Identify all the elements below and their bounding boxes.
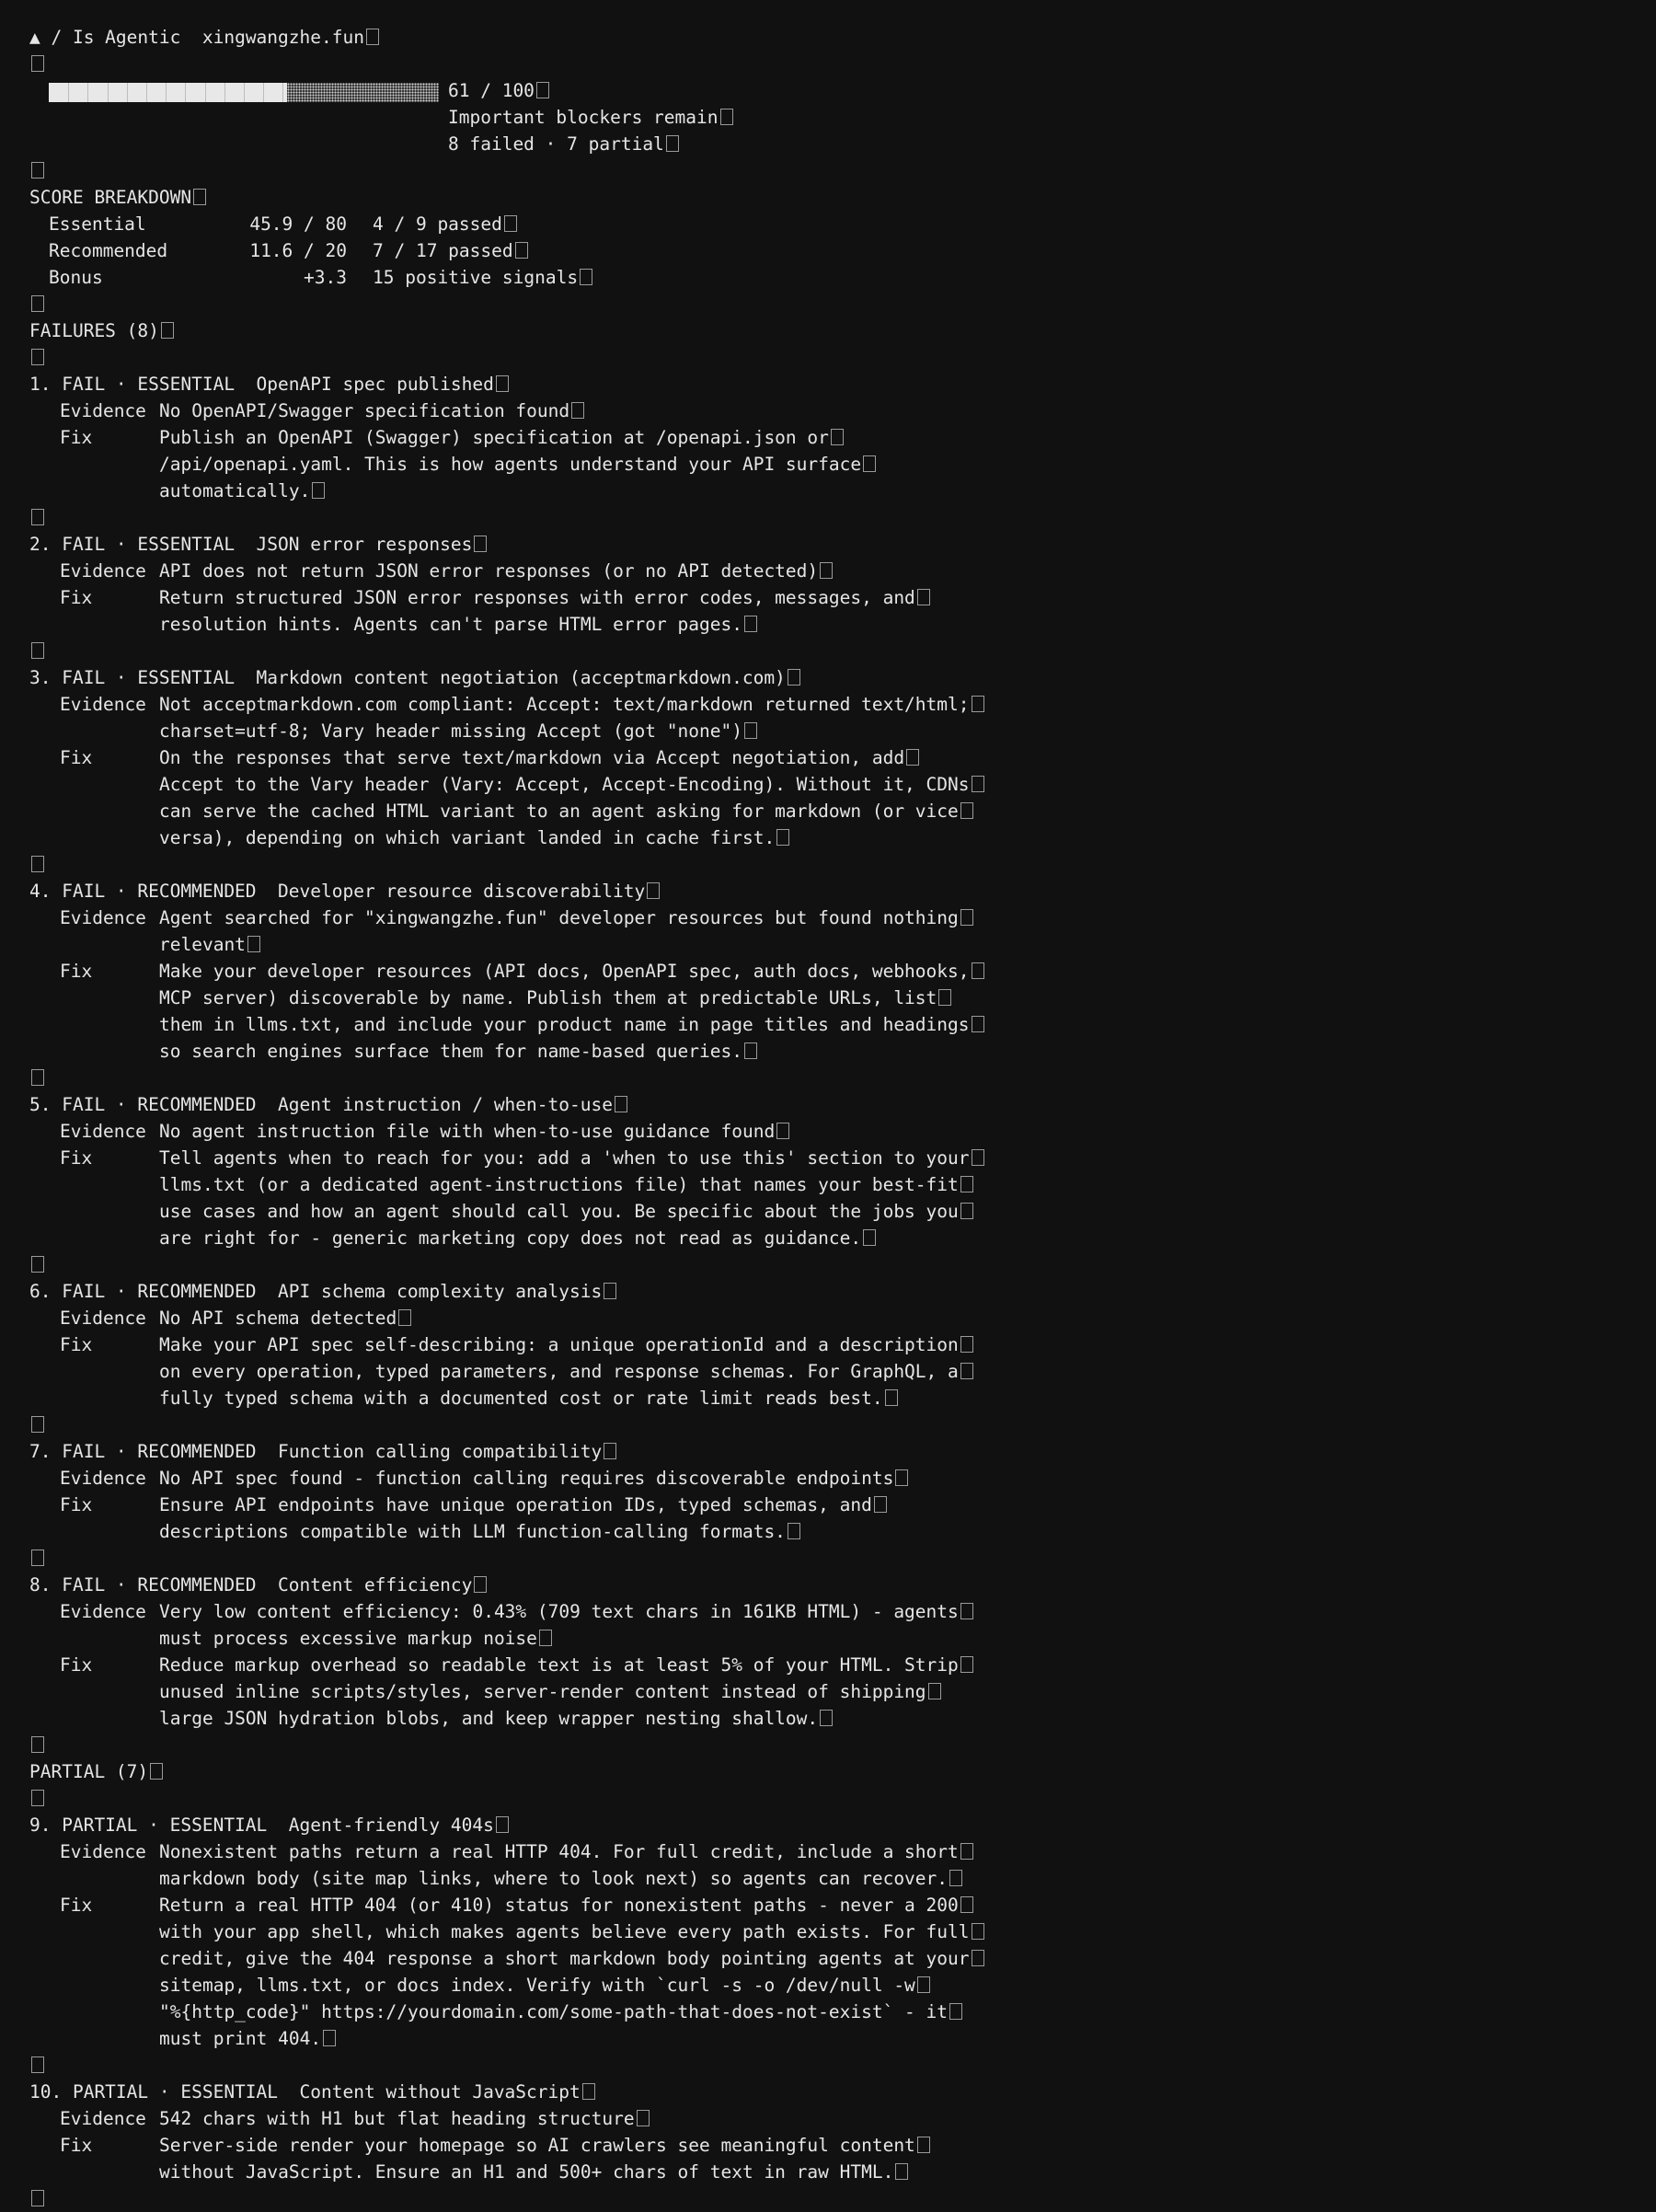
item-heading: 2. FAIL · ESSENTIAL JSON error responses bbox=[29, 534, 473, 555]
fix-line bbox=[29, 1892, 1630, 1918]
evidence-line bbox=[29, 397, 1630, 424]
glyph-box-icon bbox=[885, 1389, 898, 1407]
glyph-box-icon bbox=[31, 55, 44, 73]
item-heading-line bbox=[29, 371, 1630, 397]
glyph-box-icon bbox=[744, 616, 757, 633]
bar-segment-divider bbox=[185, 83, 186, 102]
item-heading: 1. FAIL · ESSENTIAL OpenAPI spec published bbox=[29, 374, 494, 395]
failures-title: FAILURES (8) bbox=[29, 320, 159, 341]
glyph-box-icon bbox=[820, 562, 833, 580]
glyph-box-icon bbox=[247, 936, 260, 953]
glyph-box-icon bbox=[776, 829, 789, 847]
glyph-box-icon bbox=[917, 2137, 930, 2154]
fix-text: automatically. bbox=[159, 478, 325, 504]
glyph-box-icon bbox=[972, 696, 984, 713]
fix-line bbox=[29, 1652, 1630, 1678]
fix-text: sitemap, llms.txt, or docs index. Verify with `curl -s -o /dev/null -w bbox=[159, 1972, 930, 1999]
glyph-box-icon bbox=[150, 1763, 163, 1780]
glyph-box-icon bbox=[960, 1336, 973, 1354]
fix-line bbox=[29, 1705, 1630, 1732]
glyph-box-icon bbox=[398, 1309, 411, 1327]
score-summary: 8 failed · 7 partial bbox=[448, 133, 664, 155]
score-status: Important blockers remain bbox=[448, 107, 719, 128]
glyph-box-icon bbox=[31, 2056, 44, 2074]
glyph-box-icon bbox=[647, 882, 660, 900]
item-heading-line bbox=[29, 2079, 1630, 2105]
fix-label: Fix bbox=[60, 1895, 93, 1916]
score-value: 61 / 100 bbox=[448, 80, 535, 101]
evidence-text: API does not return JSON error responses (or no API detected) bbox=[159, 558, 833, 584]
bar-segment-divider bbox=[87, 83, 88, 102]
fix-line bbox=[29, 1198, 1630, 1225]
bar-segment-divider bbox=[263, 83, 264, 102]
glyph-box-icon bbox=[744, 722, 757, 740]
glyph-box-icon bbox=[312, 482, 325, 500]
glyph-box-icon bbox=[474, 1576, 487, 1594]
fix-text: resolution hints. Agents can't parse HTML error pages. bbox=[159, 611, 757, 638]
item-heading-line bbox=[29, 1572, 1630, 1598]
item-heading-line bbox=[29, 1278, 1630, 1305]
item-heading: 8. FAIL · RECOMMENDED Content efficiency bbox=[29, 1574, 473, 1596]
glyph-box-icon bbox=[31, 349, 44, 366]
evidence-line bbox=[29, 1465, 1630, 1492]
evidence-label: Evidence bbox=[60, 1841, 146, 1862]
breakdown-title: SCORE BREAKDOWN bbox=[29, 187, 192, 208]
fix-line bbox=[29, 958, 1630, 985]
glyph-box-icon bbox=[31, 2190, 44, 2207]
glyph-box-icon bbox=[496, 375, 509, 393]
glyph-box-icon bbox=[831, 429, 844, 446]
item-heading: 5. FAIL · RECOMMENDED Agent instruction / when-to-use bbox=[29, 1094, 613, 1115]
fix-line bbox=[29, 1011, 1630, 1038]
fix-text: Return a real HTTP 404 (or 410) status for nonexistent paths - never a 200 bbox=[159, 1892, 973, 1918]
item-heading-line bbox=[29, 878, 1630, 904]
fix-text: MCP server) discoverable by name. Publish them at predictable URLs, list bbox=[159, 985, 951, 1011]
glyph-box-icon bbox=[820, 1710, 833, 1727]
score-line bbox=[29, 77, 1630, 104]
evidence-text: No API schema detected bbox=[159, 1305, 411, 1331]
glyph-box-icon bbox=[895, 1469, 908, 1487]
fix-line bbox=[29, 1331, 1630, 1358]
failures-list bbox=[29, 371, 1630, 1758]
fix-line bbox=[29, 798, 1630, 824]
glyph-box-icon bbox=[539, 1630, 552, 1647]
breakdown-score: 45.9 / 80 bbox=[249, 213, 347, 235]
item-heading-line bbox=[29, 664, 1630, 691]
domain-label: xingwangzhe.fun bbox=[201, 27, 364, 48]
breakdown-score: +3.3 bbox=[304, 267, 347, 288]
glyph-box-icon bbox=[972, 1016, 984, 1033]
fix-label: Fix bbox=[60, 1147, 93, 1169]
glyph-box-icon bbox=[874, 1496, 887, 1514]
evidence-label: Evidence bbox=[60, 560, 146, 582]
evidence-line bbox=[29, 1865, 1630, 1892]
glyph-box-icon bbox=[960, 909, 973, 927]
bar-segment-divider bbox=[108, 83, 109, 102]
fix-text: use cases and how an agent should call you. Be specific about the jobs you bbox=[159, 1198, 973, 1225]
fix-text: credit, give the 404 response a short markdown body pointing agents at your bbox=[159, 1945, 984, 1972]
glyph-box-icon bbox=[960, 1363, 973, 1380]
terminal-output bbox=[29, 24, 1630, 2212]
glyph-box-icon bbox=[960, 1203, 973, 1220]
fix-line bbox=[29, 1999, 1630, 2025]
bar-segment-divider bbox=[166, 83, 167, 102]
fix-text: with your app shell, which makes agents believe every path exists. For full bbox=[159, 1918, 984, 1945]
bar-segment-divider bbox=[205, 83, 206, 102]
fix-text: on every operation, typed parameters, and response schemas. For GraphQL, a bbox=[159, 1358, 973, 1385]
bar-segment-divider bbox=[68, 83, 69, 102]
fix-label: Fix bbox=[60, 747, 93, 768]
glyph-box-icon bbox=[637, 2110, 650, 2127]
glyph-box-icon bbox=[31, 1256, 44, 1273]
fix-text: On the responses that serve text/markdown via Accept negotiation, add bbox=[159, 744, 919, 771]
fix-text: unused inline scripts/styles, server-render content instead of shipping bbox=[159, 1678, 941, 1705]
glyph-box-icon bbox=[193, 189, 206, 206]
fix-label: Fix bbox=[60, 427, 93, 448]
fix-line bbox=[29, 611, 1630, 638]
glyph-box-icon bbox=[474, 536, 487, 553]
fix-line bbox=[29, 1918, 1630, 1945]
glyph-box-icon bbox=[906, 749, 919, 766]
item-heading-line bbox=[29, 1091, 1630, 1118]
evidence-line bbox=[29, 1625, 1630, 1652]
fix-line bbox=[29, 1171, 1630, 1198]
glyph-box-icon bbox=[863, 455, 876, 473]
breakdown-row bbox=[29, 237, 1630, 264]
bar-segment-divider bbox=[224, 83, 225, 102]
fix-line bbox=[29, 1358, 1630, 1385]
evidence-text: charset=utf-8; Vary header missing Accept (got "none") bbox=[159, 718, 757, 744]
evidence-text: relevant bbox=[159, 931, 260, 958]
item-heading: 10. PARTIAL · ESSENTIAL Content without JavaScript bbox=[29, 2081, 581, 2103]
evidence-label: Evidence bbox=[60, 2108, 146, 2129]
glyph-box-icon bbox=[323, 2030, 336, 2047]
glyph-box-icon bbox=[31, 1416, 44, 1434]
glyph-box-icon bbox=[788, 1523, 800, 1540]
fix-text: without JavaScript. Ensure an H1 and 500+ chars of text in raw HTML. bbox=[159, 2159, 908, 2185]
glyph-box-icon bbox=[928, 1683, 941, 1700]
glyph-box-icon bbox=[972, 1149, 984, 1167]
fix-text: llms.txt (or a dedicated agent-instructions file) that names your best-fit bbox=[159, 1171, 973, 1198]
glyph-box-icon bbox=[604, 1443, 616, 1460]
item-heading-line bbox=[29, 531, 1630, 558]
evidence-line bbox=[29, 1598, 1630, 1625]
fix-line bbox=[29, 1678, 1630, 1705]
evidence-label: Evidence bbox=[60, 1601, 146, 1622]
evidence-text: No OpenAPI/Swagger specification found bbox=[159, 397, 584, 424]
glyph-box-icon bbox=[536, 82, 549, 99]
partial-list bbox=[29, 1812, 1630, 2212]
evidence-text: No API spec found - function calling requires discoverable endpoints bbox=[159, 1465, 908, 1492]
fix-line bbox=[29, 1492, 1630, 1518]
fix-label: Fix bbox=[60, 587, 93, 608]
item-heading: 4. FAIL · RECOMMENDED Developer resource discoverability bbox=[29, 881, 646, 902]
fix-line bbox=[29, 824, 1630, 851]
evidence-label: Evidence bbox=[60, 1468, 146, 1489]
glyph-box-icon bbox=[972, 962, 984, 980]
glyph-box-icon bbox=[972, 1950, 984, 1967]
evidence-line bbox=[29, 904, 1630, 931]
fix-label: Fix bbox=[60, 1494, 93, 1515]
item-heading: 9. PARTIAL · ESSENTIAL Agent-friendly 404s bbox=[29, 1815, 494, 1836]
breakdown-detail: 7 / 17 passed bbox=[373, 240, 513, 261]
glyph-box-icon bbox=[604, 1283, 616, 1300]
score-progress-bar bbox=[49, 83, 439, 102]
glyph-box-icon bbox=[972, 1923, 984, 1941]
item-heading: 6. FAIL · RECOMMENDED API schema complexity analysis bbox=[29, 1281, 603, 1302]
breakdown-table bbox=[29, 211, 1630, 291]
glyph-box-icon bbox=[917, 589, 930, 606]
glyph-box-icon bbox=[504, 215, 517, 233]
evidence-line bbox=[29, 1305, 1630, 1331]
glyph-box-icon bbox=[949, 2003, 962, 2021]
fix-text: descriptions compatible with LLM function-calling formats. bbox=[159, 1518, 800, 1545]
fix-line bbox=[29, 424, 1630, 451]
glyph-box-icon bbox=[938, 989, 951, 1007]
glyph-box-icon bbox=[161, 322, 174, 340]
glyph-box-icon bbox=[960, 1656, 973, 1674]
glyph-box-icon bbox=[972, 776, 984, 793]
fix-text: /api/openapi.yaml. This is how agents understand your API surface bbox=[159, 451, 876, 478]
evidence-label: Evidence bbox=[60, 1121, 146, 1142]
evidence-text: 542 chars with H1 but flat heading structure bbox=[159, 2105, 650, 2132]
breakdown-category: Bonus bbox=[49, 267, 103, 288]
breakdown-detail: 15 positive signals bbox=[373, 267, 579, 288]
glyph-box-icon bbox=[666, 135, 679, 153]
fix-line bbox=[29, 478, 1630, 504]
fix-text: Tell agents when to reach for you: add a 'when to use this' section to your bbox=[159, 1145, 984, 1171]
glyph-box-icon bbox=[31, 509, 44, 526]
glyph-box-icon bbox=[960, 1603, 973, 1620]
glyph-box-icon bbox=[31, 1736, 44, 1754]
fix-text: fully typed schema with a documented cost or rate limit reads best. bbox=[159, 1385, 898, 1411]
fix-label: Fix bbox=[60, 2135, 93, 2156]
bar-segment-divider bbox=[127, 83, 128, 102]
glyph-box-icon bbox=[582, 2083, 595, 2101]
evidence-label: Evidence bbox=[60, 694, 146, 715]
breakdown-detail: 4 / 9 passed bbox=[373, 213, 502, 235]
fix-text: Ensure API endpoints have unique operation IDs, typed schemas, and bbox=[159, 1492, 887, 1518]
glyph-box-icon bbox=[960, 1176, 973, 1193]
glyph-box-icon bbox=[949, 1870, 962, 1887]
fix-text: Reduce markup overhead so readable text is at least 5% of your HTML. Strip bbox=[159, 1652, 973, 1678]
header-line bbox=[29, 24, 1630, 51]
fix-text: can serve the cached HTML variant to an agent asking for markdown (or vice bbox=[159, 798, 973, 824]
evidence-text: must process excessive markup noise bbox=[159, 1625, 552, 1652]
glyph-box-icon bbox=[863, 1229, 876, 1247]
fix-line bbox=[29, 2132, 1630, 2159]
evidence-label: Evidence bbox=[60, 907, 146, 928]
evidence-line bbox=[29, 931, 1630, 958]
glyph-box-icon bbox=[917, 1976, 930, 1994]
score-bar-fill bbox=[49, 83, 287, 102]
fix-line bbox=[29, 584, 1630, 611]
glyph-box-icon bbox=[615, 1096, 627, 1113]
evidence-text: markdown body (site map links, where to look next) so agents can recover. bbox=[159, 1865, 962, 1892]
fix-line bbox=[29, 1225, 1630, 1251]
fix-text: them in llms.txt, and include your product name in page titles and headings bbox=[159, 1011, 984, 1038]
evidence-line bbox=[29, 558, 1630, 584]
glyph-box-icon bbox=[580, 269, 592, 286]
bar-segment-divider bbox=[146, 83, 147, 102]
bar-segment-divider bbox=[244, 83, 245, 102]
breadcrumb: ▲ / Is Agentic bbox=[29, 27, 181, 48]
breakdown-category: Essential bbox=[49, 213, 146, 235]
glyph-box-icon bbox=[720, 109, 733, 126]
fix-text: Server-side render your homepage so AI crawlers see meaningful content bbox=[159, 2132, 930, 2159]
partial-title: PARTIAL (7) bbox=[29, 1761, 149, 1782]
glyph-box-icon bbox=[515, 242, 528, 259]
fix-line bbox=[29, 1385, 1630, 1411]
glyph-box-icon bbox=[496, 1816, 509, 1834]
fix-text: Accept to the Vary header (Vary: Accept, Accept-Encoding). Without it, CDNs bbox=[159, 771, 984, 798]
fix-text: large JSON hydration blobs, and keep wrapper nesting shallow. bbox=[159, 1705, 833, 1732]
breakdown-score: 11.6 / 20 bbox=[249, 240, 347, 261]
glyph-box-icon bbox=[31, 1550, 44, 1567]
fix-line bbox=[29, 1518, 1630, 1545]
glyph-box-icon bbox=[895, 2163, 908, 2181]
fix-line bbox=[29, 744, 1630, 771]
evidence-label: Evidence bbox=[60, 1308, 146, 1329]
glyph-box-icon bbox=[960, 1896, 973, 1914]
fix-line bbox=[29, 2025, 1630, 2052]
glyph-box-icon bbox=[31, 162, 44, 179]
fix-line bbox=[29, 1945, 1630, 1972]
item-heading-line bbox=[29, 1438, 1630, 1465]
breakdown-category: Recommended bbox=[49, 240, 168, 261]
glyph-box-icon bbox=[788, 669, 800, 686]
breakdown-row bbox=[29, 264, 1630, 291]
item-heading: 7. FAIL · RECOMMENDED Function calling compatibility bbox=[29, 1441, 603, 1462]
evidence-text: Not acceptmarkdown.com compliant: Accept: text/markdown returned text/html; bbox=[159, 691, 984, 718]
glyph-box-icon bbox=[31, 1069, 44, 1087]
bar-segment-divider bbox=[282, 83, 283, 102]
fix-label: Fix bbox=[60, 961, 93, 982]
evidence-text: Very low content efficiency: 0.43% (709 text chars in 161KB HTML) - agents bbox=[159, 1598, 973, 1625]
breakdown-row bbox=[29, 211, 1630, 237]
glyph-box-icon bbox=[571, 402, 584, 420]
glyph-box-icon bbox=[31, 856, 44, 873]
glyph-box-icon bbox=[366, 29, 379, 46]
fix-text: are right for - generic marketing copy does not read as guidance. bbox=[159, 1225, 876, 1251]
fix-text: versa), depending on which variant landed in cache first. bbox=[159, 824, 789, 851]
item-heading: 3. FAIL · ESSENTIAL Markdown content negotiation (acceptmarkdown.com) bbox=[29, 667, 786, 688]
evidence-line bbox=[29, 718, 1630, 744]
score-bar-empty bbox=[287, 83, 439, 102]
glyph-box-icon bbox=[31, 1790, 44, 1807]
glyph-box-icon bbox=[960, 802, 973, 820]
fix-text: Make your API spec self-describing: a unique operationId and a description bbox=[159, 1331, 973, 1358]
fix-text: Return structured JSON error responses with error codes, messages, and bbox=[159, 584, 930, 611]
fix-line bbox=[29, 985, 1630, 1011]
fix-line bbox=[29, 2159, 1630, 2185]
fix-label: Fix bbox=[60, 1654, 93, 1676]
evidence-line bbox=[29, 1118, 1630, 1145]
evidence-text: Agent searched for "xingwangzhe.fun" developer resources but found nothing bbox=[159, 904, 973, 931]
glyph-box-icon bbox=[744, 1043, 757, 1060]
fix-line bbox=[29, 1145, 1630, 1171]
glyph-box-icon bbox=[776, 1123, 789, 1140]
fix-text: must print 404. bbox=[159, 2025, 336, 2052]
fix-line bbox=[29, 1972, 1630, 1999]
item-heading-line bbox=[29, 1812, 1630, 1838]
fix-label: Fix bbox=[60, 1334, 93, 1355]
fix-text: Make your developer resources (API docs, OpenAPI spec, auth docs, webhooks, bbox=[159, 958, 984, 985]
fix-text: so search engines surface them for name-based queries. bbox=[159, 1038, 757, 1065]
glyph-box-icon bbox=[960, 1843, 973, 1861]
evidence-line bbox=[29, 691, 1630, 718]
evidence-line bbox=[29, 2105, 1630, 2132]
fix-text: Publish an OpenAPI (Swagger) specification at /openapi.json or bbox=[159, 424, 844, 451]
fix-line bbox=[29, 1038, 1630, 1065]
glyph-box-icon bbox=[31, 642, 44, 660]
evidence-text: No agent instruction file with when-to-use guidance found bbox=[159, 1118, 789, 1145]
fix-line bbox=[29, 451, 1630, 478]
evidence-line bbox=[29, 1838, 1630, 1865]
fix-text: "%{http_code}" https://yourdomain.com/some-path-that-does-not-exist` - it bbox=[159, 1999, 962, 2025]
fix-line bbox=[29, 771, 1630, 798]
evidence-label: Evidence bbox=[60, 400, 146, 421]
evidence-text: Nonexistent paths return a real HTTP 404. For full credit, include a short bbox=[159, 1838, 973, 1865]
glyph-box-icon bbox=[31, 295, 44, 313]
